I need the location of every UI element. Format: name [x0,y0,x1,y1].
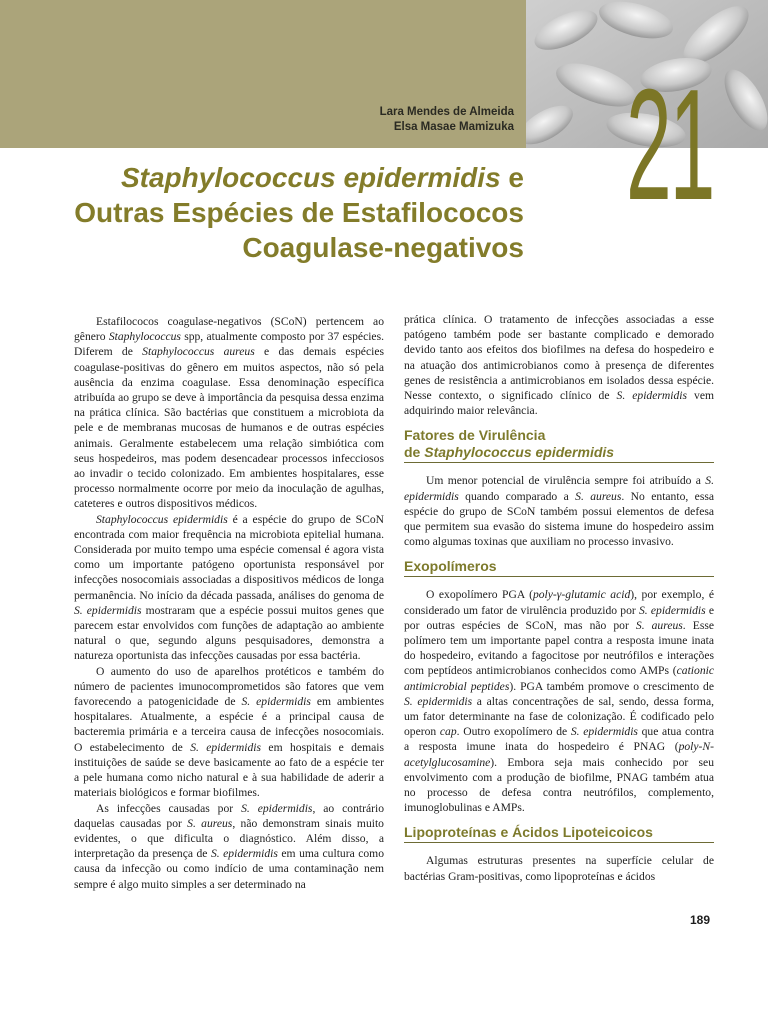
italic-text: Staphylococcus [108,330,181,344]
body-paragraph: As infecções causadas por S. epidermidis, ao contrário daquelas causadas por S. aureus, não demonstram sinais muito evidentes, o que dificulta o diagnóstico. Além disso, a interpretação da presença de S. epidermidis em uma cultura como causa da infecção ou como indício de uma contaminação nem sempre é algo muito simples a ser determinado na [74,801,384,891]
body-paragraph: Estafilococos coagulase-negativos (SCoN) pertencem ao gênero Staphylococcus spp, atualmente composto por 37 espécies. Diferem de Staphylococcus aureus e das demais espécies coagulase-positivas do gênero em muitos aspectos, não só pela ausência da enzima coagulase. Essa denominação específica atribuída ao grupo se deve à importância da pesquisa dessa enzima na prática clínica. São bactérias que constituem a microbiota da pele e de membranas mucosas de humanos e de outras espécies animais. Geralmente estabelecem uma relação simbiótica com seus hospedeiros, mas podem desencadear processos infecciosos ao invadir o tecido colonizado. Em ambientes hospitalares, esse processo normalmente ocorre por meio da inoculação de agulhas, cateteres e outros dispositivos médicos. [74,315,384,511]
italic-text: S. epidermidis [241,695,311,709]
body-paragraph: prática clínica. O tratamento de infecções associadas a esse patógeno também pode ser bastante complicado e demorado devido tanto aos efeitos dos biofilmes na defesa do hospedeiro e na atuação dos antimicrobianos como à presença de diferentes genes de resistência a antimicrobianos em isolados dessa espécie. Nesse contexto, o significado clínico de S. epidermidis vem adquirindo maior relevância. [404,313,715,418]
chapter-number: 21 [626,57,714,233]
section-heading: Lipoproteínas e Ácidos Lipoteicoicos [404,824,714,843]
title-line: Coagulase-negativos [242,232,524,263]
italic-text: S. epidermidis [616,389,688,403]
italic-text: S. epidermidis [570,725,638,739]
italic-text: S. epidermidis [210,847,278,861]
italic-text: Staphylococcus aureus [142,345,255,359]
chapter-title [4,160,524,265]
page-number: 189 [690,913,711,927]
italic-text: poly-N-acetylglucosamine [404,740,714,769]
author-name: Lara Mendes de Almeida [379,106,514,118]
italic-text: Staphylococcus epidermidis [96,512,228,526]
body-paragraph: O exopolímero PGA (poly-γ-glutamic acid), por exemplo, é considerado um fator de virulência produzido por S. epidermidis e por outras espécies de SCoN, mas não por S. aureus. Esse polímero tem um importante papel contra a resposta imune inata do hospedeiro, evitando a fagocitose por neutrófilos e interações com peptídeos antimicrobianos conhecidos como AMPs (cationic antimicrobial peptides). PGA também promove o crescimento de S. epidermidis a altas concentrações de sal, sendo, dessa forma, um fator determinante na fase de colonização. É codificado pelo operon cap. Outro exopolímero de S. epidermidis que atua contra a resposta imune inata do hospedeiro é PNAG (poly-N-acetylglucosamine). Embora seja mais conhecido por seu envolvimento com a produção de biofilme, PNAG também atua no processo de defesa contra neutrófilos, complemento, imunoglobulinas e AMPs. [404,588,715,815]
section-heading: Fatores de Virulência de Staphylococcus epidermidis [404,427,714,463]
italic-text: S. epidermidis [241,801,313,815]
italic-text: S. epidermidis [404,474,714,503]
left-column [74,314,384,892]
body-paragraph: O aumento do uso de aparelhos protéticos e também do número de pacientes imunocomprometidos são fatores que vem favorecendo a patogenicidade de S. epidermidis em ambientes hospitalares. Atualmente, a espécie é a principal causa de bacteremia primária e a terceira causa de infecções nosocomiais. O estabelecimento de S. epidermidis em hospitais e demais instituições de saúde se deve basicamente ao fato de a espécie ter a pele humana como nicho natural e à sua habilidade de aderir a materiais biológicos e formar biofilmes. [74,664,384,800]
body-paragraph: Um menor potencial de virulência sempre foi atribuído a S. epidermidis quando comparado a S. aureus. No entanto, essa espécie do grupo de SCoN também possui elementos de defesa que permitem sua evasão do sistema imune do hospedeiro assim como algumas toxinas que auxiliam no processo invasivo. [404,474,714,549]
title-line: Outras Espécies de Estafilococos [74,197,524,228]
italic-text: poly-γ-glutamic acid [532,588,631,602]
author-name: Elsa Masae Mamizuka [393,121,514,133]
body-paragraph: Staphylococcus epidermidis é a espécie do grupo de SCoN encontrada com maior frequência na microbiota epitelial humana. Considerada por muito tempo uma espécie comensal é agora vista como um importante patógeno oportunista responsável por infecções nosocomiais associadas a dispositivos médicos de longa permanência. No início da década passada, análises do genoma de S. epidermidis mostraram que a espécie possui muitos genes que parecem estar envolvidos com funções de adaptação ao ambiente natural o que, segundo alguns pesquisadores, demonstra a natureza oportunista das infecções causadas por essa bactéria. [74,512,384,663]
body-paragraph: Algumas estruturas presentes na superfície celular de bactérias Gram-positivas, como lipoproteínas e ácidos [404,854,714,883]
italic-text: cap [439,725,457,739]
right-column [404,312,714,884]
italic-text: S. epidermidis [74,603,142,617]
title-line: Staphylococcus epidermidis e [120,162,524,193]
italic-text: S. epidermidis [638,603,706,617]
italic-text: S. epidermidis [404,694,473,708]
italic-text: S. aureus [575,489,622,503]
italic-text: cationic antimicrobial peptides [404,664,714,693]
authors [380,105,514,135]
italic-text: S. aureus [187,816,233,830]
section-heading: Exopolímeros [404,558,714,577]
italic-text: Staphylococcus epidermidis [424,444,615,461]
italic-text: S. aureus [635,618,683,632]
italic-text: S. epidermidis [190,740,262,754]
